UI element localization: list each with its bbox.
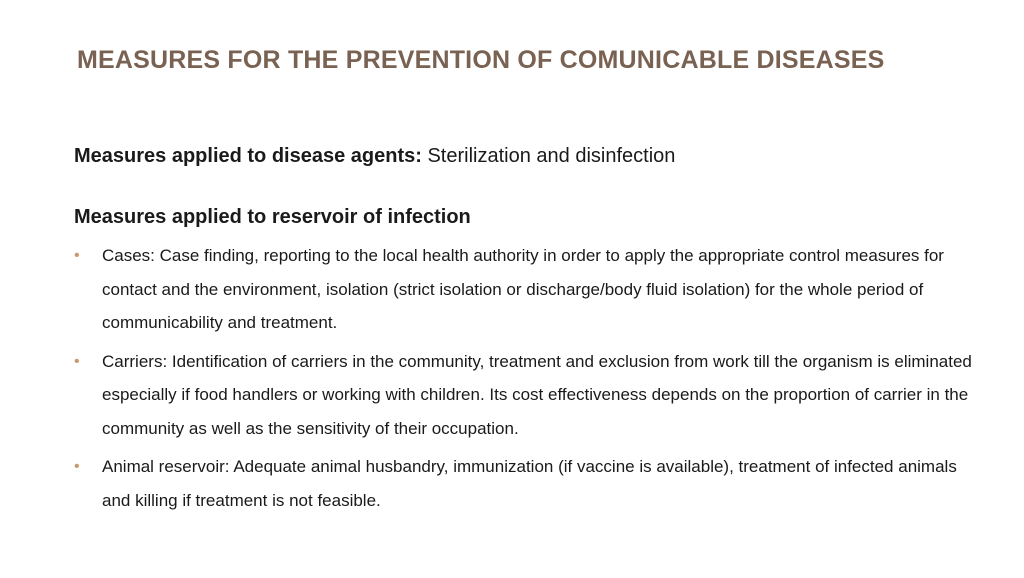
bullet-item-cases — [74, 239, 974, 340]
bullet-dot-icon: • — [74, 458, 80, 475]
disease-agents-label: Measures applied to disease agents: — [74, 145, 422, 167]
bullet-dot-icon: • — [74, 352, 80, 370]
disease-agents-text: Sterilization and disinfection — [421, 145, 676, 167]
bullet-item-animal-reservoir — [74, 450, 974, 517]
slide-content — [74, 140, 974, 522]
bullet-dot-icon: • — [74, 247, 80, 264]
reservoir-bullet-list — [74, 239, 974, 517]
bullet-text-animal-reservoir: Animal reservoir: Adequate animal husbandry, immunization (if vaccine is available), treatment of infected animals and killing if treatment is not feasible. — [102, 457, 957, 510]
reservoir-heading: Measures applied to reservoir of infection — [74, 206, 471, 228]
disease-agents-line — [74, 140, 974, 172]
slide-title: MEASURES FOR THE PREVENTION OF COMUNICABLE DISEASES — [77, 46, 885, 74]
bullet-text-carriers: Carriers: Identification of carriers in the community, treatment and exclusion from work till the organism is eliminated especially if food handlers or working with children. Its cost effectiveness depends on the proportion of carrier in the community as well as the sensitivity of their occupation. — [102, 351, 972, 438]
bullet-text-cases: Cases: Case finding, reporting to the local health authority in order to apply the appropriate control measures for contact and the environment, isolation (strict isolation or discharge/body fluid isolation) for the whole period of communicability and treatment. — [102, 246, 944, 332]
bullet-item-carriers — [74, 345, 974, 446]
